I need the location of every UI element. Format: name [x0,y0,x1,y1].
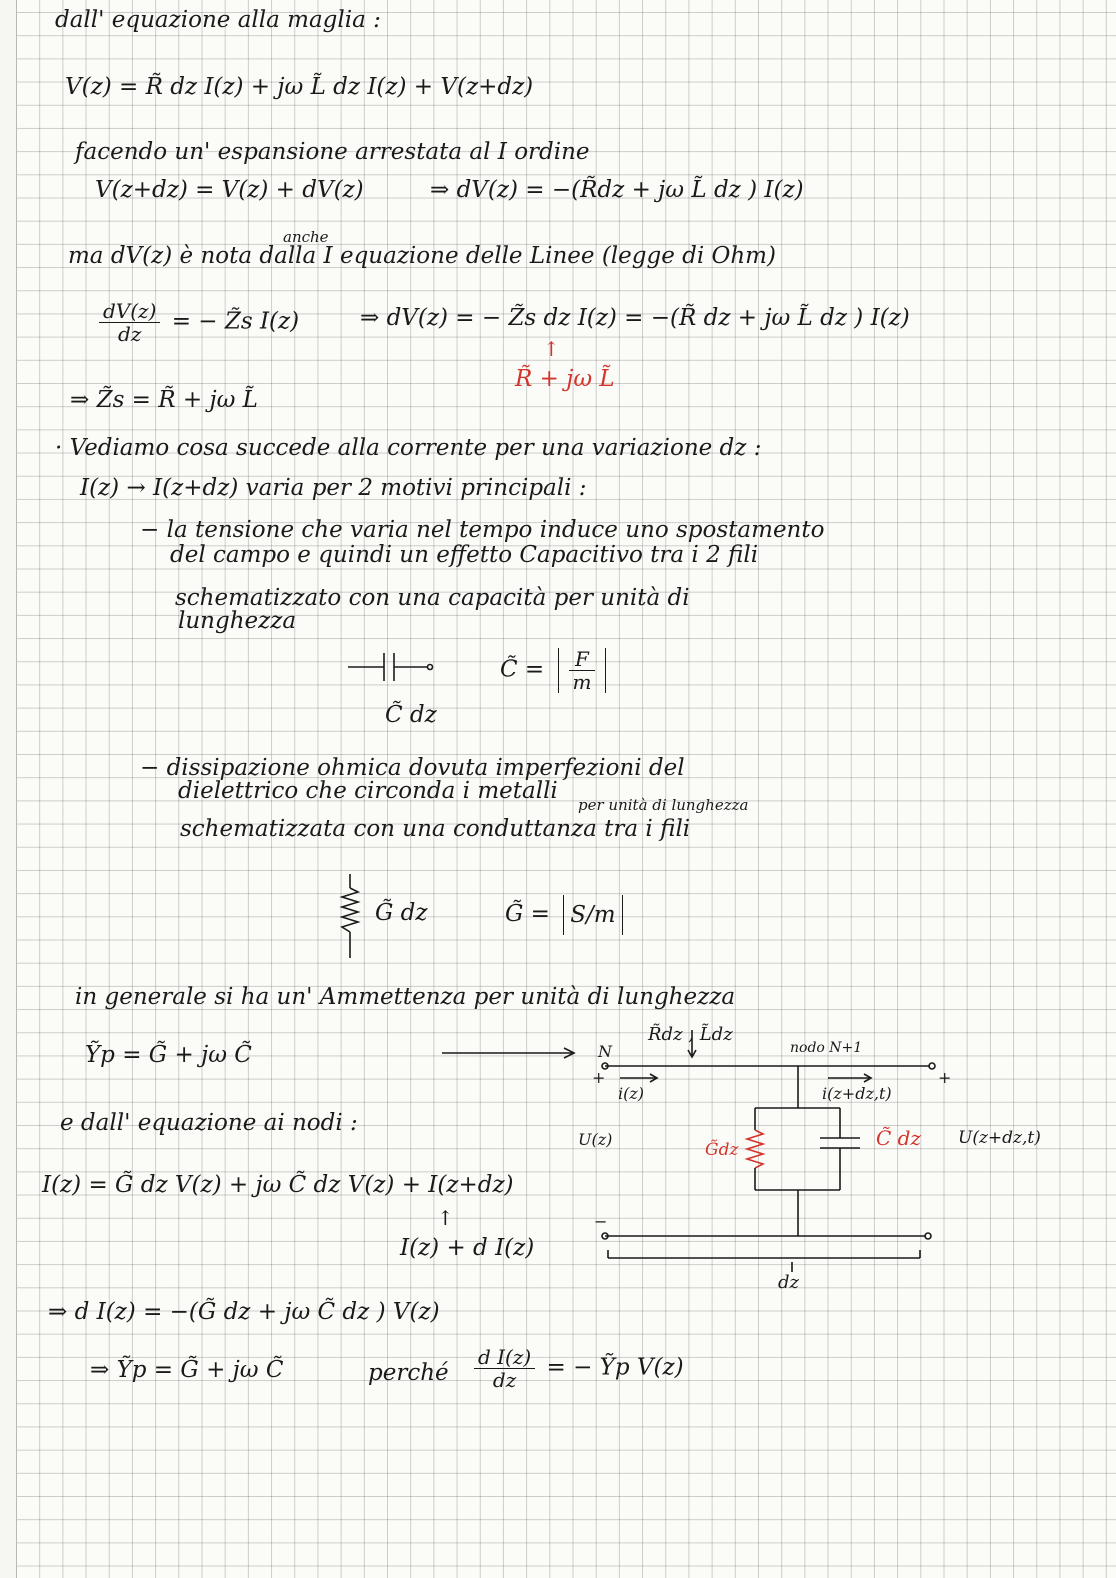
circuit-length-label: dz [778,1272,800,1293]
note-line-8: · Vediamo cosa succede alla corrente per una variazione dz : [55,435,762,461]
resistor-label: G̃ dz [375,900,428,926]
circuit-voltage-left: U(z) [578,1130,613,1149]
circuit-conductance-label: G̃dz [705,1140,739,1160]
circuit-node-n: N [598,1042,612,1061]
circuit-plus-right: + [938,1068,952,1087]
note-line-17: in generale si ha un' Ammettenza per unità di lunghezza [75,984,736,1010]
circuit-rl-label: R̃dz , L̃dz [648,1024,733,1045]
unit-denominator: m [572,670,592,694]
note-line-5: ma dV(z) è nota dalla I equazione delle Linee (legge di Ohm) [68,243,776,269]
up-arrow-red: ↑ [543,337,560,361]
note-line-22: ⇒ Ỹp = G̃ + jω C̃ [90,1357,284,1383]
note-line-6b: ⇒ dV(z) = − Z̃s dz I(z) = −(R̃ dz + jω L̃ dz ) I(z) [360,305,910,331]
note-line-14: − dissipazione ohmica dovuta imperfezioni del [140,755,685,781]
note-line-21: ⇒ d I(z) = −(G̃ dz + jω C̃ dz ) V(z) [48,1299,440,1325]
note-line-15: dielettrico che circonda i metalli [178,778,558,804]
note-line-19: e dall' equazione ai nodi : [60,1110,358,1136]
fraction-denominator: dz [492,1368,517,1392]
conductance-zigzag [747,1130,763,1168]
note-line-11: del campo e quindi un effetto Capacitivo tra i 2 fili [170,542,759,568]
note-line-18: Ỹp = G̃ + jω C̃ [85,1042,252,1068]
up-arrow: ↑ [437,1206,454,1230]
unit-numerator: F [569,648,596,671]
note-line-13: lunghezza [178,608,297,634]
note-line-10: − la tensione che varia nel tempo induce uno spostamento [140,517,825,543]
note-line-6-red: R̃ + jω L̃ [515,366,615,392]
note-line-2: V(z) = R̃ dz I(z) + jω L̃ dz I(z) + V(z+dz) [65,74,534,100]
circuit-plus-left: + [592,1068,606,1087]
capacitor-label: C̃ dz [385,702,437,728]
circuit-current-left: i(z) [618,1084,645,1103]
circuit-capacitance-label: C̃ dz [876,1126,921,1150]
note-line-7: ⇒ Z̃s = R̃ + jω L̃ [70,387,258,413]
note-line-16: schematizzata con una conduttanza tra i fili [180,816,691,842]
note-line-4a: V(z+dz) = V(z) + dV(z) [95,177,364,203]
note-line-22c-text: = − Ỹp V(z) [546,1354,684,1381]
capacitor-unit-lhs: C̃ = [500,656,545,683]
note-line-20: I(z) = G̃ dz V(z) + jω C̃ dz V(z) + I(z+dz) [42,1172,514,1198]
circuit-minus-left: − [594,1212,608,1231]
note-line-15b: per unità di lunghezza [578,796,749,814]
note-line-3: facendo un' espansione arrestata al I ordine [75,139,590,165]
circuit-voltage-right: U(z+dz,t) [958,1128,1041,1148]
note-line-6a: = − Z̃s I(z) [171,308,300,335]
note-line-1: dall' equazione alla maglia : [55,7,381,33]
fraction-numerator: dV(z) [99,300,160,323]
note-line-12: schematizzato con una capacità per unità di [175,585,690,611]
note-line-20b: I(z) + d I(z) [400,1235,535,1261]
resistor-unit-lhs: G̃ = [505,901,550,927]
note-line-5-anche: anche [283,228,329,246]
circuit-current-right: i(z+dz,t) [822,1084,892,1103]
fraction-numerator: d I(z) [474,1346,535,1369]
note-line-9: I(z) → I(z+dz) varia per 2 motivi principali : [80,475,587,501]
note-line-4b: ⇒ dV(z) = −(R̃dz + jω L̃ dz ) I(z) [430,177,804,203]
resistor-unit-bracket: S/m [563,895,622,935]
fraction-denominator: dz [118,322,142,346]
circuit-node-n1: nodo N+1 [790,1040,863,1056]
note-line-22b: perché [368,1360,449,1386]
